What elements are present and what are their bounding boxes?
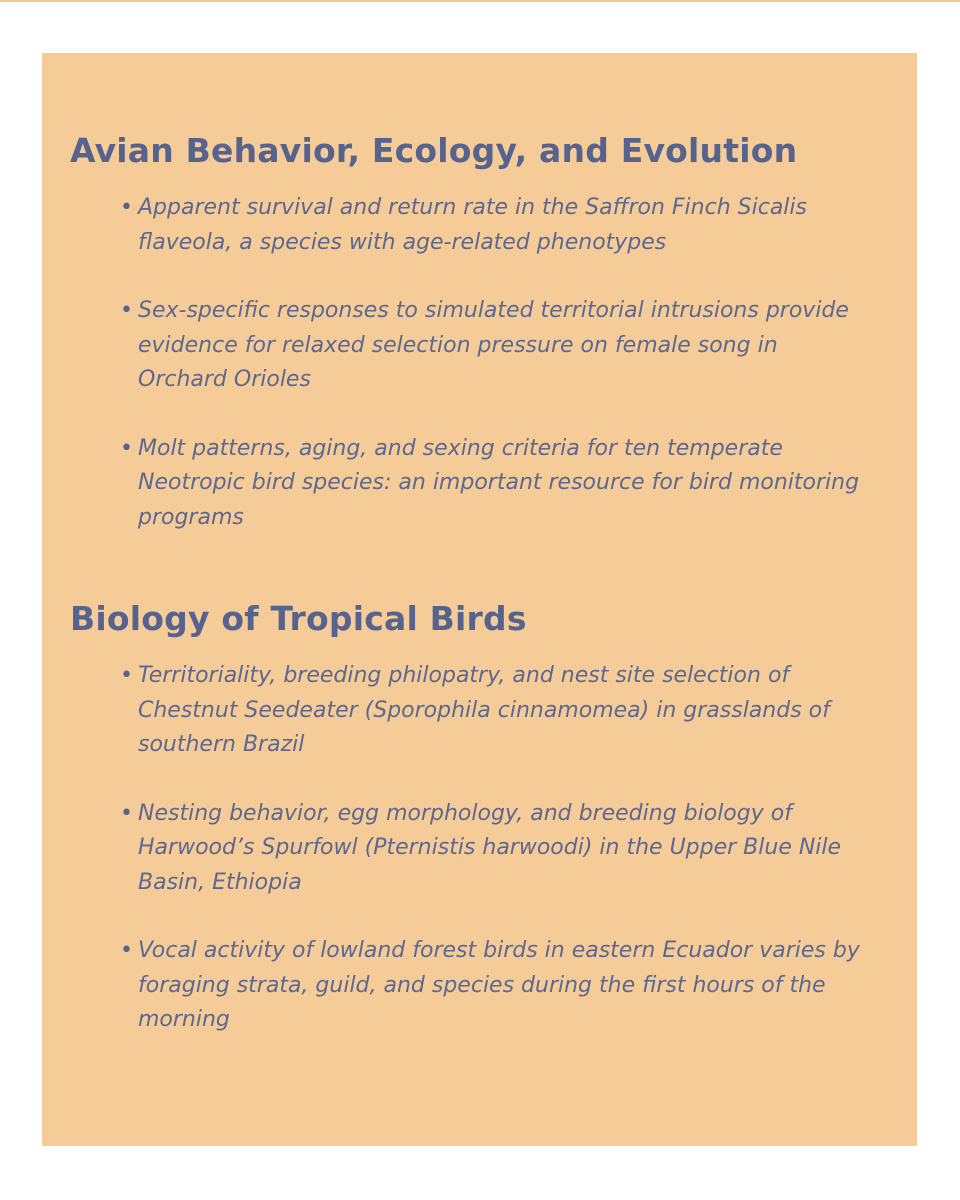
- article-list: [70, 659, 917, 1038]
- article-title[interactable]: Vocal activity of lowland forest birds in eastern Ecuador varies by foraging strata, guild, and species during the first hours of the morning: [138, 938, 860, 1032]
- list-item[interactable]: [70, 934, 870, 1038]
- list-item[interactable]: [70, 294, 870, 398]
- section-heading: Avian Behavior, Ecology, and Evolution: [70, 131, 798, 170]
- article-title[interactable]: Apparent survival and return rate in the Saffron Finch Sicalis flaveola, a species with age-related phenotypes: [138, 195, 807, 255]
- article-list: [70, 191, 917, 535]
- list-item[interactable]: [70, 659, 870, 763]
- article-title[interactable]: Nesting behavior, egg morphology, and breeding biology of Harwood’s Spurfowl (Pternistis harwoodi) in the Upper Blue Nile Basin, Ethiopia: [138, 800, 842, 895]
- bullet-icon: •: [120, 938, 133, 963]
- section-avian-behavior: [70, 127, 917, 535]
- list-item[interactable]: [70, 797, 870, 901]
- bullet-icon: •: [120, 298, 133, 323]
- list-item[interactable]: [70, 191, 870, 260]
- bullet-icon: •: [120, 663, 133, 688]
- bullet-icon: •: [120, 800, 133, 826]
- list-item[interactable]: [70, 432, 870, 536]
- article-title[interactable]: Molt patterns, aging, and sexing criteria for ten temperate Neotropic bird species: an important resource for bird monitoring programs: [138, 435, 860, 530]
- article-list-panel: [42, 53, 917, 1146]
- top-divider: [0, 0, 960, 2]
- article-title[interactable]: Territoriality, breeding philopatry, and nest site selection of Chestnut Seedeater (Sporophila cinnamomea) in grasslands of southern Brazil: [138, 663, 830, 757]
- section-tropical-birds: [70, 595, 917, 1038]
- section-heading: Biology of Tropical Birds: [70, 599, 527, 638]
- bullet-icon: •: [120, 435, 133, 461]
- article-title[interactable]: Sex-specific responses to simulated territorial intrusions provide evidence for relaxed selection pressure on female song in Orchard Orioles: [138, 298, 849, 392]
- bullet-icon: •: [120, 195, 133, 220]
